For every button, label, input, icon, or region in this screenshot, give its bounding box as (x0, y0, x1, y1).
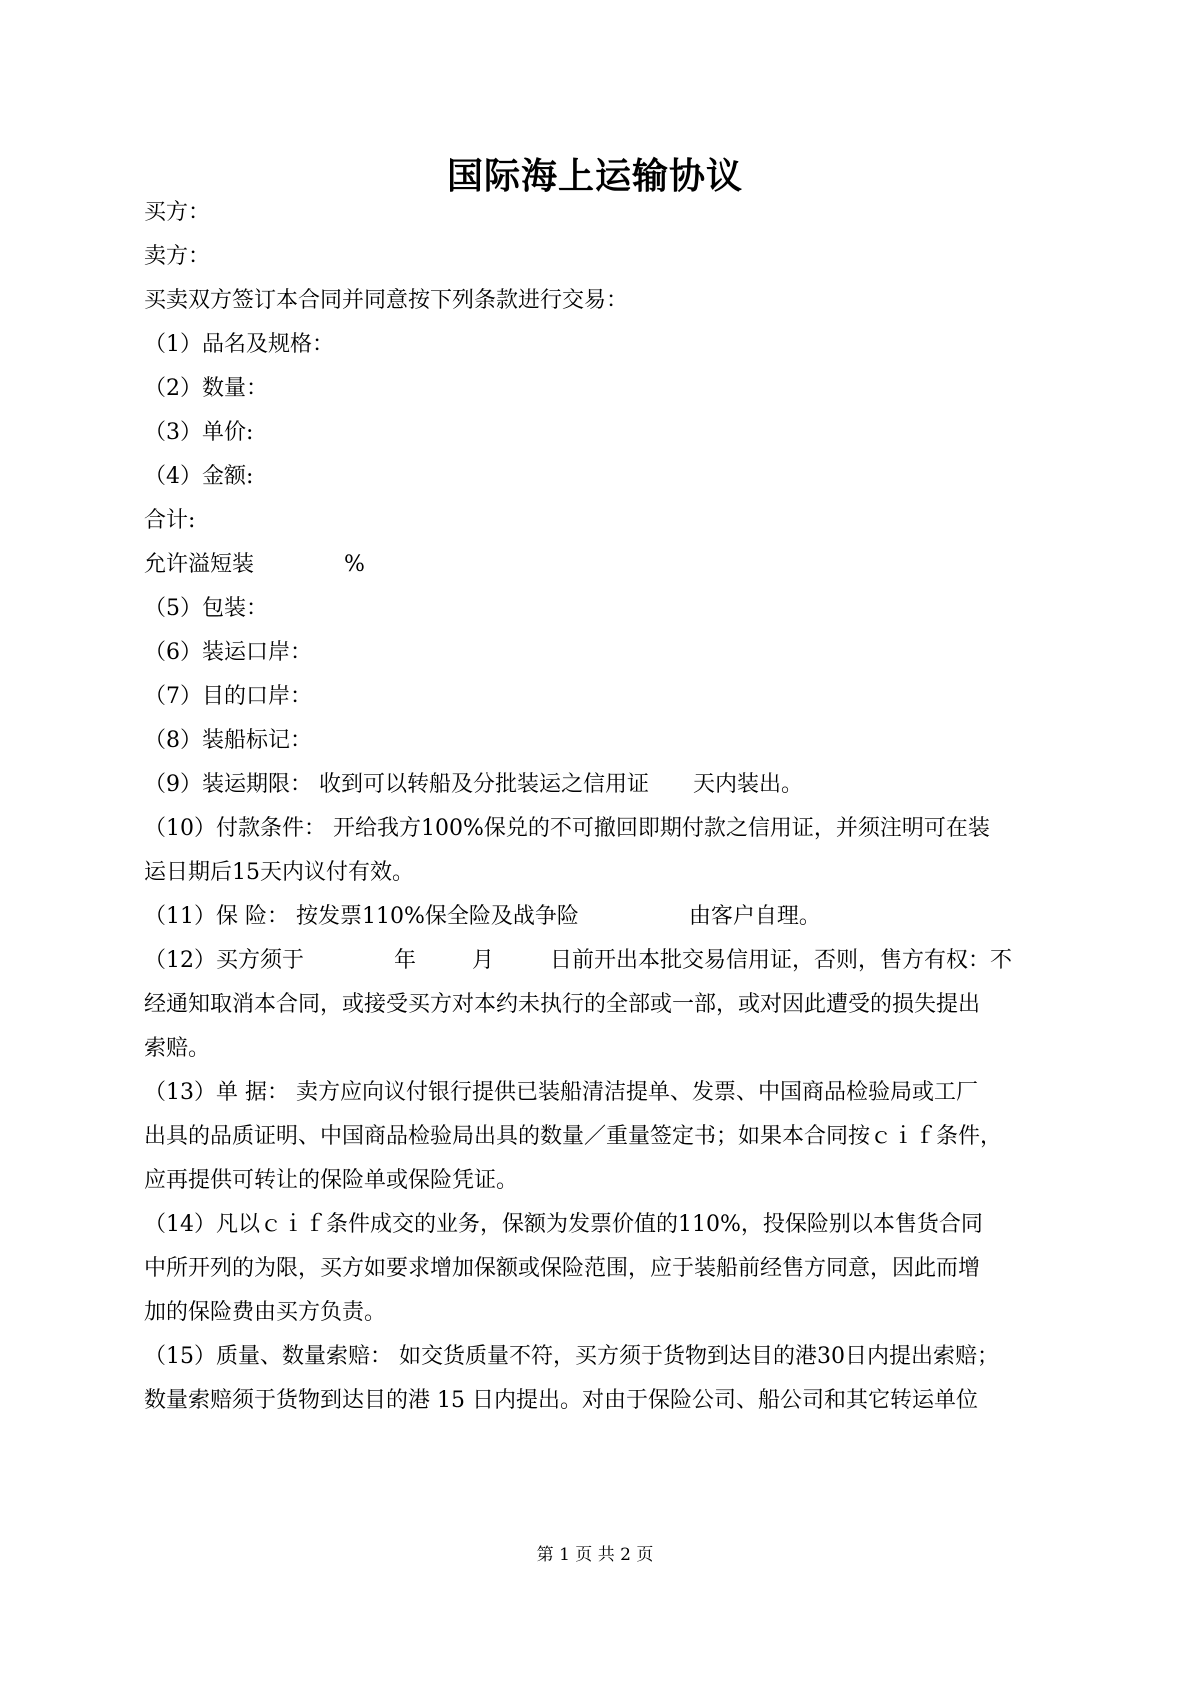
item-4: （4）金额: (144, 464, 254, 489)
item-15-line-2: 数量索赔须于货物到达目的港 15 日内提出。对由于保险公司、船公司和其它转运单位 (144, 1388, 978, 1413)
item-8: （8）装船标记： (144, 728, 312, 753)
item-12-line-2: 经通知取消本合同，或接受买方对本约未执行的全部或一部，或对因此遭受的损失提出 (144, 992, 981, 1017)
item-12-line-3: 索赔。 (144, 1036, 211, 1061)
item-12-rest: 日前开出本批交易信用证，否则，售方有权：不 (550, 948, 1013, 973)
item-12-text: （12）买方须于 (144, 948, 304, 973)
document-title: 国际海上运输协议 (446, 155, 743, 197)
item-1: （1）品名及规格： (144, 332, 334, 357)
item-5: （5）包装： (144, 596, 268, 621)
tolerance-line (144, 550, 1064, 580)
item-15-line-1: （15）质量、数量索赔： 如交货质量不符，买方须于货物到达目的港30日内提出索赔； (144, 1344, 999, 1369)
item-11 (144, 902, 1064, 932)
page-footer: 第 1 页 共 2 页 (536, 1545, 654, 1565)
tolerance-label: 允许溢短装 (144, 552, 255, 577)
item-14-line-2: 中所开列的为限，买方如要求增加保额或保险范围，应于装船前经售方同意，因此而增 (144, 1256, 981, 1281)
item-14-line-1: （14）凡以ｃｉｆ条件成交的业务，保额为发票价值的110%，投保险别以本售货合同 (144, 1212, 983, 1237)
item-12-year: 年 (394, 948, 417, 973)
intro-line: 买卖双方签订本合同并同意按下列条款进行交易： (144, 288, 629, 313)
item-11-suffix: 由客户自理。 (688, 904, 821, 929)
item-9 (144, 770, 1064, 800)
tolerance-unit: % (344, 552, 365, 577)
item-9-text: （9）装运期限： 收到可以转船及分批装运之信用证 (144, 772, 649, 797)
item-10-line-1: （10）付款条件： 开给我方100%保兑的不可撤回即期付款之信用证，并须注明可在装 (144, 816, 990, 841)
item-9-suffix: 天内装出。 (693, 772, 804, 797)
item-11-text: （11）保 险： 按发票110%保全险及战争险 (144, 904, 579, 929)
item-6: （6）装运口岸： (144, 640, 312, 665)
seller-line: 卖方： (144, 244, 211, 269)
item-12-line-1 (144, 946, 1064, 976)
item-13-line-2: 出具的品质证明、中国商品检验局出具的数量／重量签定书；如果本合同按ｃｉｆ条件， (144, 1124, 1003, 1149)
item-14-line-3: 加的保险费由买方负责。 (144, 1300, 387, 1325)
item-10-line-2: 运日期后15天内议付有效。 (144, 860, 414, 885)
item-13-line-1: （13）单 据： 卖方应向议付银行提供已装船清洁提单、发票、中国商品检验局或工厂 (144, 1080, 978, 1105)
buyer-line: 买方： (144, 200, 211, 225)
item-7: （7）目的口岸： (144, 684, 312, 709)
item-2: （2）数量： (144, 376, 268, 401)
item-13-line-3: 应再提供可转让的保险单或保险凭证。 (144, 1168, 519, 1193)
item-3: （3）单价: (144, 420, 254, 445)
item-12-month: 月 (472, 948, 495, 973)
total-line: 合计: (144, 508, 196, 533)
